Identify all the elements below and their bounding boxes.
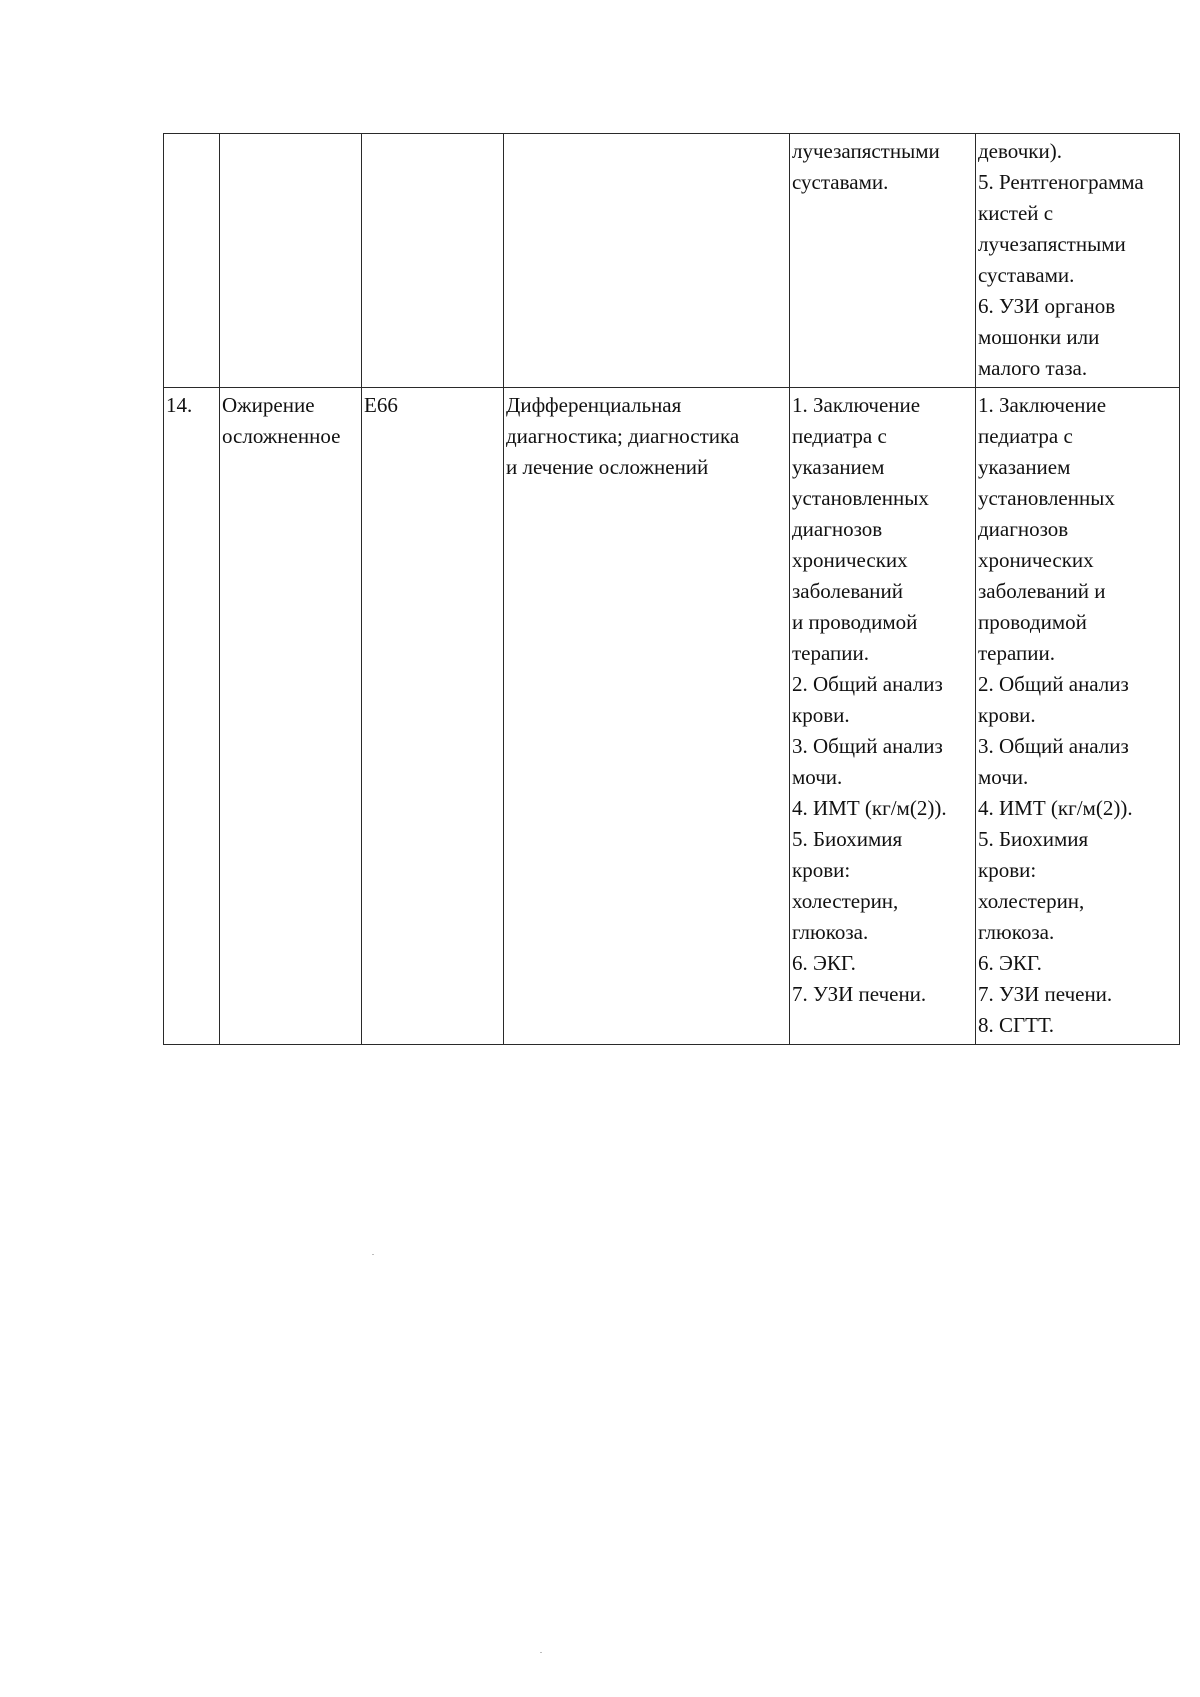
cell-number — [164, 388, 220, 1045]
text-line: хронических — [978, 548, 1094, 572]
text-line: 4. ИМТ (кг/м(2)). — [792, 796, 947, 820]
text-line: диагнозов — [978, 517, 1069, 541]
text-line: крови: — [792, 858, 851, 882]
text-line: крови. — [978, 703, 1036, 727]
text-line: 6. ЭКГ. — [792, 951, 856, 975]
text-line: кистей с — [978, 201, 1054, 225]
text-line: суставами. — [978, 263, 1075, 287]
text-line: крови. — [792, 703, 850, 727]
text-line: 5. Биохимия — [792, 827, 903, 851]
text-line: 3. Общий анализ — [792, 734, 943, 758]
text-line: 5. Рентгенограмма — [978, 170, 1144, 194]
text-line: педиатра с — [792, 424, 887, 448]
text-line: мошонки или — [978, 325, 1100, 349]
text-line: суставами. — [792, 170, 889, 194]
text-line: глюкоза. — [978, 920, 1055, 944]
text-line: мочи. — [792, 765, 843, 789]
icd-code: Е66 — [364, 393, 398, 417]
text-line: терапии. — [978, 641, 1056, 665]
text-line: диагнозов — [792, 517, 883, 541]
text-line: Дифференциальная — [506, 393, 682, 417]
text-line: 6. ЭКГ. — [978, 951, 1042, 975]
text-line: холестерин, — [792, 889, 899, 913]
text-line: установленных — [792, 486, 929, 510]
cell-diagnosis-name — [220, 134, 362, 388]
cell-purpose — [504, 134, 790, 388]
cell-icd-code — [362, 134, 504, 388]
text-line: указанием — [978, 455, 1071, 479]
row-number: 14. — [166, 393, 193, 417]
text-line: указанием — [792, 455, 885, 479]
table-row-continuation — [164, 134, 1180, 388]
text-line: диагностика; диагностика — [506, 424, 740, 448]
cell-examinations-col5 — [790, 134, 976, 388]
text-line: малого таза. — [978, 356, 1088, 380]
text-line: 3. Общий анализ — [978, 734, 1129, 758]
cell-examinations-col6 — [976, 134, 1180, 388]
text-line: лучезапястными — [792, 139, 940, 163]
text-line: 1. Заключение — [978, 393, 1107, 417]
text-line: холестерин, — [978, 889, 1085, 913]
text-line: 6. УЗИ органов — [978, 294, 1116, 318]
text-line: заболеваний и — [978, 579, 1106, 603]
text-line: мочи. — [978, 765, 1029, 789]
text-line: заболеваний — [792, 579, 903, 603]
text-line: Ожирение — [222, 393, 315, 417]
text-line: 2. Общий анализ — [792, 672, 943, 696]
text-line: 1. Заключение — [792, 393, 921, 417]
text-line: девочки). — [978, 139, 1062, 163]
text-line: проводимой — [978, 610, 1087, 634]
text-line: осложненное — [222, 424, 341, 448]
text-line: 8. СГТТ. — [978, 1013, 1054, 1037]
cell-icd-code — [362, 388, 504, 1045]
text-line: глюкоза. — [792, 920, 869, 944]
cell-number — [164, 134, 220, 388]
cell-diagnosis-name — [220, 388, 362, 1045]
text-line: педиатра с — [978, 424, 1073, 448]
text-line: хронических — [792, 548, 908, 572]
scan-speck — [372, 1254, 374, 1255]
text-line: 5. Биохимия — [978, 827, 1089, 851]
text-line: и проводимой — [792, 610, 918, 634]
table-row-14 — [164, 388, 1180, 1045]
medical-requirements-table — [163, 133, 1180, 1045]
cell-purpose — [504, 388, 790, 1045]
text-line: 4. ИМТ (кг/м(2)). — [978, 796, 1133, 820]
text-line: крови: — [978, 858, 1037, 882]
cell-examinations-col5 — [790, 388, 976, 1045]
scan-speck — [540, 1652, 542, 1653]
text-line: и лечение осложнений — [506, 455, 709, 479]
text-line: 2. Общий анализ — [978, 672, 1129, 696]
text-line: лучезапястными — [978, 232, 1126, 256]
cell-examinations-col6 — [976, 388, 1180, 1045]
text-line: терапии. — [792, 641, 870, 665]
text-line: 7. УЗИ печени. — [792, 982, 927, 1006]
text-line: установленных — [978, 486, 1115, 510]
text-line: 7. УЗИ печени. — [978, 982, 1113, 1006]
